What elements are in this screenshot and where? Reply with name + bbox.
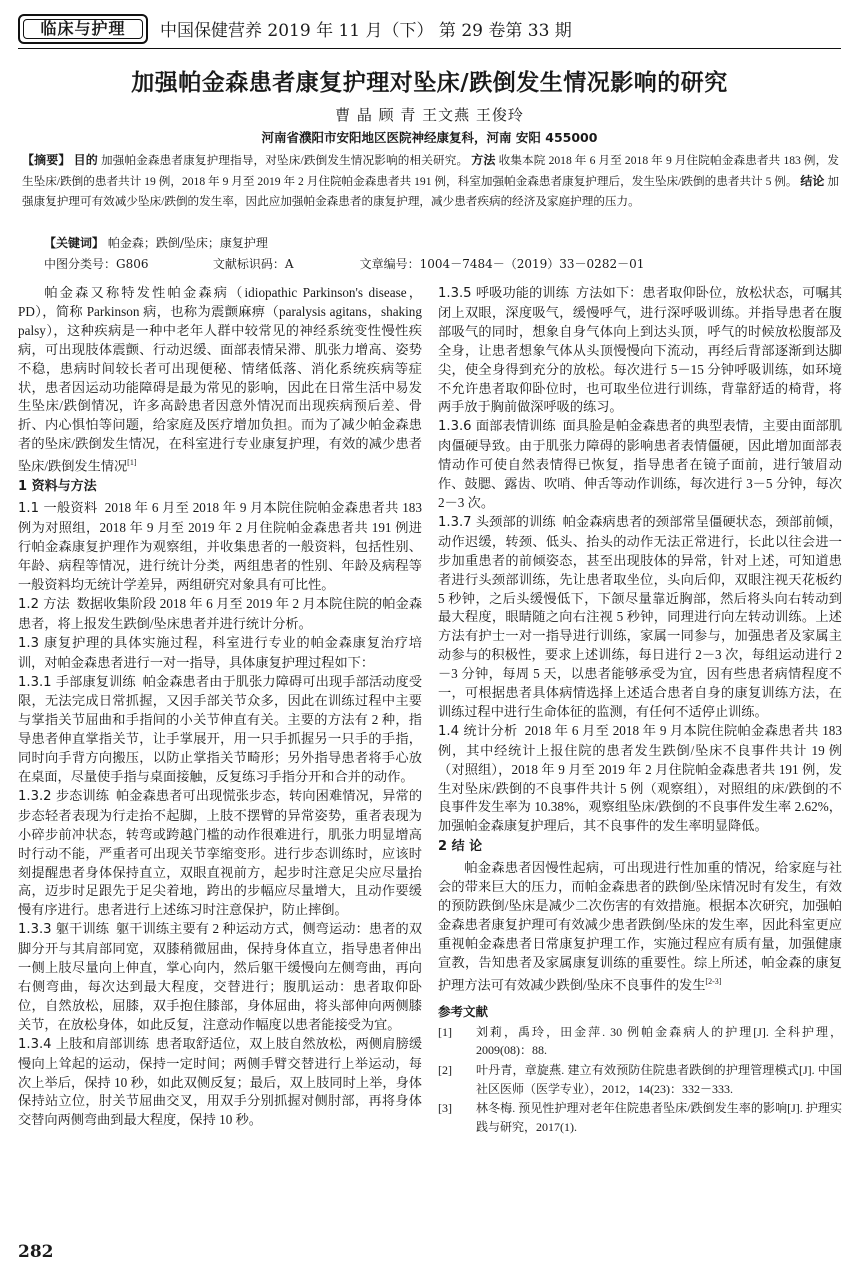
- paragraph: 1.4 统计分析 2018 年 6 月至 2018 年 9 月本院住院帕金森患者共 183 例，其中经统计上报住院的患者发生跌倒/坠床不良事件共计 19 例（对照组），2018 年 9 月至 2019 年 2 月住院帕金森患者共 191 例，发生对坠床/跌倒的不良事件共计 5 例（观察组），对照组的床/跌倒的不良事件发生率为 10.38%，观察组坠床/跌倒的不良事件发生率 2.62%，加强帕金森康复护理后，其不良事件的发生率明显降低。: [438, 722, 842, 834]
- classification: [44, 255, 834, 272]
- objective-label: 目的: [73, 153, 98, 167]
- references-heading: 参考文献: [438, 1003, 489, 1019]
- citation: [1]: [127, 458, 137, 468]
- running-header: [18, 10, 841, 44]
- keywords-label: 【关键词】: [44, 236, 105, 250]
- clc-number: 中图分类号：G806: [44, 257, 149, 271]
- keywords-text: 帕金森；跌倒/坠床；康复护理: [107, 236, 268, 250]
- subsection-heading: 1.3.3 躯干训练: [18, 922, 110, 938]
- abstract-label: 【摘要】: [22, 153, 71, 167]
- conclusion-paragraph: 帕金森患者因慢性起病，可出现进行性加重的情况，给家庭与社会的带来巨大的压力，而帕金森患者的跌倒/坠床情况时有发生，有效的预防跌倒/坠床是减少二次伤害的有效措施。根据本次研究，加强帕金森患者康复护理可有效减少患者跌倒/坠床的发生率，因此科室更应重视帕金森患者日常康复护理工作，实施过程应有质有量，加强健康宣教，告知患者及家属康复训练的重要性。综上所述，帕金森的康复护理方法可有效减少跌倒/坠床不良事件的发生[2-3]: [438, 860, 842, 993]
- paragraph: 1.3 康复护理的具体实施过程，科室进行专业的帕金森康复治疗培训，对帕金森患者进行一对一指导，具体康复护理过程如下：: [18, 634, 422, 670]
- section-badge: 临床与护理: [18, 14, 148, 44]
- conclusion-text: 加强康复护理可有效减少坠床/跌倒的发生率，因此应加强帕金森患者的康复护理，减少患者疾病的经济及家庭护理的压力。: [22, 175, 839, 208]
- doc-code: 文献标识码：A: [212, 257, 294, 271]
- reference-item: [2] 叶丹青，章旋燕. 建立有效预防住院患者跌倒的护理管理模式[J]. 中国社区医师（医学专业），2012，14(23)：332－333.: [438, 1063, 842, 1096]
- method-text: 收集本院 2018 年 6 月至 2018 年 9 月住院帕金森患者共 183 例，发生坠床/跌倒的患者共计 19 例，2018 年 9 月至 2019 年 2 月住院帕金森患者共 191 例，科室加强帕金森患者康复护理后，发生坠床/跌倒的患者共计 5 例。: [22, 154, 839, 188]
- subsection-heading: 1.3.4 上肢和肩部训练: [18, 1036, 150, 1052]
- intro-paragraph: 帕金森又称特发性帕金森病（idiopathic Parkinson's disease，PD），简称 Parkinson 病，也称为震颤麻痹（paralysis agitans，shaking palsy），这种疾病是一种中老年人群中较常见的神经系统变性慢性疾病，可出现肢体震颤、行动迟缓、面部表情呆滞、肌张力增高、姿势不稳，患病时间较长者可出现便秘、情绪低落、消化系统疾病等症状，患者因运动功能障碍是最为常见的影响，因此在日常生活中易发生坠床/跌倒情况，许多高龄患者因意外情况而出现疾病预后差、骨折、内心惧怕等问题，给家庭及医疗增加负担。而为了减少帕金森患者的坠床/跌倒发生情况，在科室进行专业康复护理，有效的减少患者坠床/跌倒发生情况[1]: [18, 285, 422, 474]
- paragraph: 1.1 一般资料 2018 年 6 月至 2018 年 9 月本院住院帕金森患者共 183 例为对照组，2018 年 9 月至 2019 年 2 月住院帕金森患者共 191 例进行帕金森康复护理作为观察组，并收集患者的一般资料，包括性别、年龄、病程等情况，进行统计分类，两组患者的性别、年龄及病程等一般资料均无统计学差异，两组研究对象具有可比性。: [18, 500, 422, 592]
- method-label: 方法: [471, 153, 496, 167]
- article-title: 加强帕金森患者康复护理对坠床/跌倒发生情况影响的研究: [131, 70, 728, 96]
- section-heading: 2 结 论: [438, 839, 483, 855]
- abstract: [22, 150, 839, 212]
- paragraph: 1.2 方法 数据收集阶段 2018 年 6 月至 2019 年 2 月本院住院的帕金森患者，将上报发生跌倒/坠床患者并进行统计分析。: [18, 595, 423, 631]
- keywords: [44, 234, 268, 251]
- header-rule: [18, 48, 841, 49]
- conclusion-label: 结论: [800, 174, 825, 188]
- page-number: 282: [18, 1242, 54, 1262]
- paragraph: 1.3.2 步态训练 帕金森患者可出现慌张步态，转向困难情况，异常的步态轻者表现为行走抬不起脚，上肢不摆臂的异常姿势，重者表现为小碎步前冲状态，转弯或跨越门槛的动作很难进行，肌张力明显增高时行动不能，严重者可出现关节挛缩变形。进行步态训练时，应该时刻提醒患者身体保持直立，双眼直视前方，起步时注意足尖应尽量抬高，迈步时足跟先于足尖着地，跨出的步幅应尽量增大，且动作要缓慢有序进行。患者进行上述练习时注意保护，防止摔倒。: [18, 787, 423, 918]
- article-number: 文章编号：1004－7484－（2019）33－0282－01: [359, 257, 645, 271]
- reference-item: [1] 刘莉，禹玲，田金萍. 30 例帕金森病人的护理[J]. 全科护理，2009(08)：88.: [438, 1024, 842, 1058]
- subsection-heading: 1.4 统计分析: [438, 723, 518, 739]
- subsection-heading: 1.3.7 头颈部的训练: [438, 514, 556, 530]
- reference-item: [3] 林冬梅. 预见性护理对老年住院患者坠床/跌倒发生率的影响[J]. 护理实践与研究，2017(1).: [438, 1101, 842, 1134]
- left-column: [18, 284, 422, 1130]
- section-heading: 1 资料与方法: [18, 479, 97, 495]
- references-list: [438, 1023, 842, 1137]
- subsection-heading: 1.3 康复护理的具体实施过程，: [18, 635, 213, 651]
- subsection-heading: 1.3.2 步态训练: [18, 788, 110, 804]
- objective-text: 加强帕金森患者康复护理指导，对坠床/跌倒发生情况影响的相关研究。: [100, 154, 469, 167]
- citation: [2-3]: [705, 976, 722, 986]
- paragraph: 1.3.4 上肢和肩部训练 患者取舒适位，双上肢自然放松，两侧肩膀缓慢向上耸起的运动，保持一定时间；两侧手臂交替进行上举运动，每次上举后，保持 10 秒，如此双侧反复；最后，双上肢同时上举，身体保持站立位，肘关节屈曲交叉，用双手分别抓握对侧肘部，再将身体交替向两侧弯曲到最大程度，保持 10 秒。: [18, 1035, 423, 1128]
- subsection-heading: 1.3.1 手部康复训练: [18, 674, 136, 690]
- paragraph: 1.3.6 面部表情训练 面具脸是帕金森患者的典型表情，主要由面部肌肉僵硬导致。由于肌张力障碍的影响患者表情僵硬，因此增加面部表情动作可使自然表情得已恢复，指导患者在镜子面前，进行皱眉动作、鼓腮、露齿、吹哨、伸舌等动作训练，每次进行 3－5 分钟，每次 2－3 次。: [438, 418, 843, 510]
- subsection-heading: 1.2 方法: [18, 596, 70, 612]
- paragraph: 1.3.1 手部康复训练 帕金森患者由于肌张力障碍可出现手部活动度受限，无法完成日常抓握，又因手部关节众多，因此在训练过程中主要与掌指关节屈曲和手指间的小关节伸直有关。主要的方法有 2 种，指导患者伸直掌指关节，让手掌展开，用一只手抓握另一只手的手指，同时向手背方向搬压，以防止掌指关节畸形；另外指导患者将手心放在桌面，尽量使手指与桌面接触，反复练习手指分开和合并的动作。: [18, 673, 423, 785]
- journal-info: 中国保健营养 2019 年 11 月（下） 第 29 卷第 33 期: [160, 21, 572, 41]
- right-column: [438, 284, 842, 1137]
- paragraph: 1.3.5 呼吸功能的训练 方法如下：患者取仰卧位，放松状态，可嘱其闭上双眼，深度吸气，缓慢呼气，进行深呼吸训练。并指导患者在腹部吸气的同时，想象自身气体向上到达头顶，呼气的时候放松腹部及全身，让患者想象气体从头顶慢慢向下流动，再经后背部逐渐到达脚尖，使全身得到充分的放松。每次进行 5－15 分钟呼吸训练，如环境不允许患者取仰卧位时，也可取坐位进行训练，背靠舒适的椅背，将两手放于胸前做深呼吸的练习。: [438, 285, 843, 415]
- subsection-heading: 1.3.5 呼吸功能的训练: [438, 286, 570, 301]
- paragraph: 1.3.7 头颈部的训练 帕金森病患者的颈部常呈僵硬状态，颈部前倾，动作迟缓，转颈、低头、抬头的动作无法正常进行，长此以往会进一步加重患者的前倾姿态，甚至出现肢体的异常，针对上述，可知道患者进行头颈部训练，先让患者取坐位，头向后仰，双眼注视天花板约 5 秒钟，之后头缓慢低下，下颌尽量靠近胸部，然后将头向右转动到最大程度，眼睛随之向右注视 5 秒钟，同理进行向左转动训练。上述方法有护士一对一指导进行训练，家属一同参与，加强患者及家属主动参与的积极性，要求上述训练，每日进行 2－3 次，每组运动进行 2－3 分钟，每周 5 天，以患者能够承受为宜，因有些患者病情程度不一，可根据患者具体病情选择上述适合患者自身的康复训练方法，在训练过程中进行生命体征的监测，有任何不适停止训练。: [438, 513, 843, 719]
- affiliation: 河南省濮阳市安阳地区医院神经康复科，河南 安阳 455000: [261, 130, 598, 145]
- authors: 曹 晶 顾 青 王文燕 王俊玲: [335, 106, 524, 124]
- subsection-heading: 1.3.6 面部表情训练: [438, 419, 556, 435]
- paragraph: 1.3.3 躯干训练 躯干训练主要有 2 种运动方式，侧弯运动：患者的双脚分开与其肩部同宽，双膝稍微屈曲，保持身体直立，指导患者伸出一侧上肢尽量向上伸直，掌心向内，然后躯干缓慢向左侧弯曲，再向右侧弯曲，每次达到最大程度，交替进行；腹肌运动：患者取仰卧位，自然放松，屈膝，双手抱住膝部，身体屈曲，将头部伸向两侧膝关节，在放松身体，如此反复，注意动作幅度以患者能接受为宜。: [18, 921, 423, 1032]
- subsection-heading: 1.1 一般资料: [18, 501, 98, 517]
